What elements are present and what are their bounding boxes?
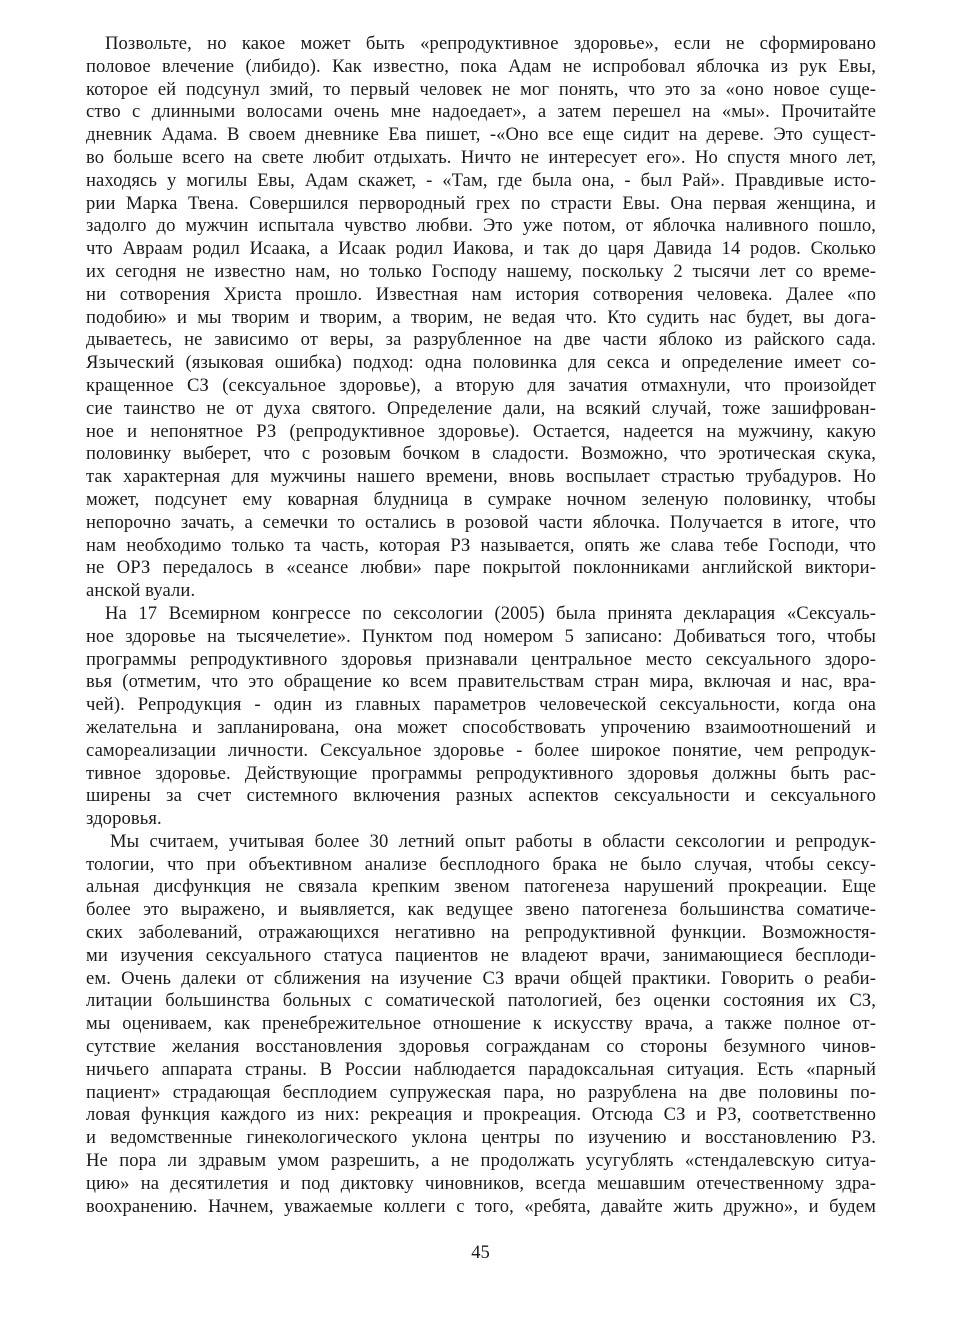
- text-line: здоровья.: [86, 808, 162, 830]
- text-line: тивное здоровье. Действующие программы репродуктивного здоровья должны быть рас-: [86, 762, 876, 784]
- text-line: дываетесь, не зависимо от веры, за разрубленное на две части яблоко из райского сада.: [86, 329, 876, 351]
- page-number: 45: [471, 1242, 490, 1263]
- text-line: дневник Адама. В своем дневнике Ева пишет, -«Оно все еще сидит на дереве. Это сущест-: [86, 124, 876, 146]
- text-line: вья (отметим, что это обращение ко всем правительствам стран мира, включая и нас, вра-: [86, 671, 876, 693]
- text-line: Мы считаем, учитывая более 30 летний опыт работы в области сексологии и репродук-: [110, 830, 876, 852]
- text-line: сие таинство не от духа святого. Определение дали, на всякий случай, тоже зашифрован-: [86, 397, 876, 419]
- text-line: самореализации личности. Сексуальное здоровье - более широкое понятие, чем репродук-: [86, 739, 876, 761]
- text-line: более это выражено, и выявляется, как ведущее звено патогенеза большинства соматиче-: [86, 899, 876, 921]
- text-line: чей). Репродукция - один из главных параметров человеческой сексуальности, когда она: [86, 694, 876, 716]
- text-line: кращенное СЗ (сексуальное здоровье), а вторую для зачатия отмахнули, что произойдет: [86, 374, 876, 396]
- text-line: тологии, что при объективном анализе бесплодного брака не было случая, чтобы сексу-: [86, 853, 876, 875]
- text-line: ни сотворения Христа прошло. Известная нам история сотворения человека. Далее «по: [86, 283, 876, 305]
- text-line: ширены за счет системного включения разных аспектов сексуальности и сексуального: [86, 785, 876, 807]
- text-line: ем. Очень далеки от сближения на изучение СЗ врачи общей практики. Говорить о реаби-: [86, 967, 876, 989]
- text-line: не ОРЗ передалось в «сеансе любви» паре покрытой поклонниками английской виктори-: [86, 557, 876, 579]
- text-line: нам необходимо только та часть, которая РЗ называется, опять же слава тебе Господи, что: [86, 534, 876, 556]
- text-line: Языческий (языковая ошибка) подход: одна половинка для секса и определение имеет со-: [86, 352, 876, 374]
- text-line: которое ей подсунул змий, то первый человек не мог понять, что это за «оно новое суще-: [86, 78, 876, 100]
- text-line: программы репродуктивного здоровья признавали центральное место сексуального здоро-: [86, 648, 876, 670]
- text-line: литации большинства больных с соматической патологией, без оценки состояния их СЗ,: [86, 990, 876, 1012]
- text-line: анской вуали.: [86, 580, 196, 602]
- text-line: ских заболеваний, отражающихся негативно на репродуктивной функции. Возможностя-: [86, 922, 876, 944]
- text-line: На 17 Всемирном конгрессе по сексологии (2005) была принята декларация «Сексуаль-: [105, 602, 876, 624]
- text-line: и ведомственные гинекологического уклона центры по изучению и восстановлению РЗ.: [86, 1127, 876, 1149]
- text-line: ми изучения сексуального статуса пациентов не владеют врачи, занимающиеся бесплоди-: [86, 944, 876, 966]
- text-line: Не пора ли здравым умом разрешить, а не продолжать усугублять «стендалевскую ситуа-: [86, 1150, 876, 1172]
- body-text: [86, 33, 876, 1218]
- text-line: во больше всего на свете любит отдыхать. Ничто не интересует его». Но спустя много лет,: [86, 146, 876, 168]
- text-line: подобию» и мы творим и творим, а творим, не ведая что. Кто судить нас будет, вы дога-: [86, 306, 876, 328]
- text-line: воохранению. Начнем, уважаемые коллеги с того, «ребята, давайте жить дружно», и будем: [86, 1195, 876, 1217]
- text-line: пациент» страдающая бесплодием супружеская пара, но разрублена на две половины по-: [86, 1081, 876, 1103]
- text-line: рии Марка Твена. Совершился первородный грех по страсти Евы. Она первая женщина, и: [86, 192, 876, 214]
- text-line: что Авраам родил Исаака, а Исаак родил Иакова, и так до царя Давида 14 родов. Сколько: [86, 238, 876, 260]
- text-line: непорочно зачать, а семечки то остались в розовой части яблочка. Получается в итоге, что: [86, 511, 876, 533]
- text-line: Позвольте, но какое может быть «репродуктивное здоровье», если не сформировано: [105, 33, 876, 54]
- text-line: ловая функция каждого из них: рекреация и прокреация. Отсюда СЗ и РЗ, соответственно: [86, 1104, 876, 1126]
- text-line: мы оцениваем, как пренебрежительное отношение к искусству врача, а также полное от-: [86, 1013, 876, 1035]
- text-line: их сегодня не известно нам, но только Господу нашему, поскольку 2 тысячи лет со време-: [86, 260, 876, 282]
- text-line: цию» на десятилетия и под диктовку чиновников, всегда мешавшим отечественному здра-: [86, 1172, 876, 1194]
- text-line: ничьего аппарата страны. В России наблюдается парадоксальная ситуация. Есть «парный: [86, 1058, 876, 1080]
- text-line: ное здоровье на тысячелетие». Пунктом под номером 5 записано: Добиваться того, чтобы: [86, 625, 876, 647]
- text-line: ство с длинными волосами очень мне надоедает», а затем перешел на «мы». Прочитайте: [86, 101, 876, 123]
- text-line: половое влечение (либидо). Как известно, пока Адам не испробовал яблочка из рук Евы,: [86, 55, 876, 77]
- text-line: ное и непонятное РЗ (репродуктивное здоровье). Остается, надеется на мужчину, какую: [86, 420, 876, 442]
- text-line: задолго до мужчин испытала чувство любви. Это уже потом, от яблочка наливного пошло,: [86, 215, 876, 237]
- text-line: альная дисфункция не связала крепким звеном патогенеза нарушений прокреации. Еще: [86, 876, 876, 898]
- text-line: находясь у могилы Евы, Адам скажет, - «Там, где была она, - был Рай». Правдивые исто-: [86, 169, 876, 191]
- text-line: так характерная для мужчины нашего времени, вновь воспылает страстью трубадуров. Но: [86, 466, 876, 488]
- text-line: может, подсунет ему коварная блудница в сумраке ночном зеленую половинку, чтобы: [86, 488, 876, 510]
- text-line: половинку выберет, что с розовым бочком в сладости. Возможно, что эротическая скука,: [86, 443, 876, 465]
- text-line: сутствие желания восстановления здоровья согражданам со стороны безумного чинов-: [86, 1036, 876, 1058]
- text-line: желательна и запланирована, она может способствовать упрочению взаимоотношений и: [86, 716, 876, 738]
